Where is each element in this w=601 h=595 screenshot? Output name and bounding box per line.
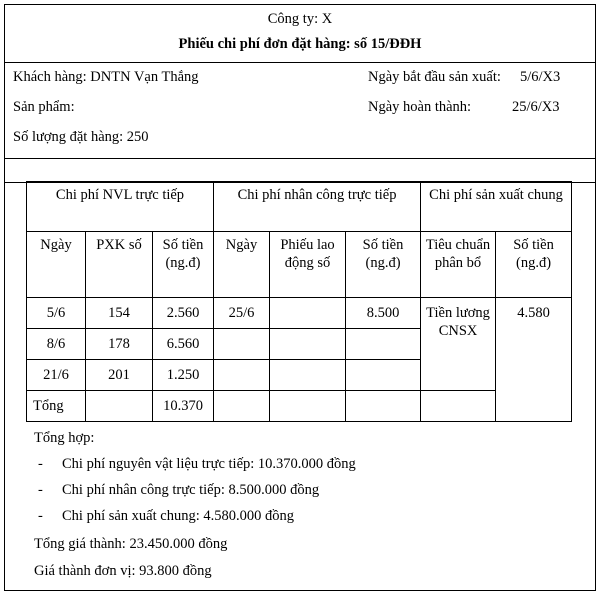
total-label: Tổng xyxy=(27,391,86,422)
cell-nvl-amount: 1.250 xyxy=(153,360,214,391)
group-header-labor: Chi phí nhân công trực tiếp xyxy=(214,182,421,232)
cell-labor-amount xyxy=(346,329,421,360)
summary-heading: Tổng hợp: xyxy=(34,430,95,446)
col-header-allocation-basis: Tiêu chuẩn phân bổ xyxy=(421,232,496,298)
cell-labor-slip xyxy=(270,360,346,391)
divider xyxy=(5,62,595,63)
cell-labor-date xyxy=(214,360,270,391)
quantity-field: Số lượng đặt hàng: 250 xyxy=(13,129,149,145)
cell-labor-date: 25/6 xyxy=(214,298,270,329)
col-header-labor-amount: Số tiền (ng.đ) xyxy=(346,232,421,298)
bullet-dash: - xyxy=(38,482,43,498)
cost-table xyxy=(26,181,572,422)
start-date-value: 5/6/X3 xyxy=(520,69,561,85)
summary-item-labor: Chi phí nhân công trực tiếp: 8.500.000 đồng xyxy=(62,482,320,498)
total-nvl-amount: 10.370 xyxy=(153,391,214,422)
cell-labor-slip xyxy=(270,298,346,329)
empty-cell xyxy=(86,391,153,422)
empty-cell xyxy=(421,391,496,422)
table-row xyxy=(27,298,572,329)
group-header-row xyxy=(27,182,572,232)
cell-allocation-basis: Tiền lương CNSX xyxy=(421,298,496,391)
total-row xyxy=(27,391,572,422)
cell-labor-amount xyxy=(346,360,421,391)
cell-overhead-amount: 4.580 xyxy=(496,298,572,422)
cell-pxk: 201 xyxy=(86,360,153,391)
cell-nvl-date: 5/6 xyxy=(27,298,86,329)
col-header-labor-slip: Phiếu lao động số xyxy=(270,232,346,298)
col-header-nvl-amount: Số tiền (ng.đ) xyxy=(153,232,214,298)
cell-nvl-amount: 6.560 xyxy=(153,329,214,360)
finish-date-value: 25/6/X3 xyxy=(512,99,560,115)
cell-nvl-date: 21/6 xyxy=(27,360,86,391)
finish-date-label: Ngày hoàn thành: xyxy=(368,99,472,115)
cell-nvl-date: 8/6 xyxy=(27,329,86,360)
bullet-dash: - xyxy=(38,508,43,524)
summary-item-overhead: Chi phí sản xuất chung: 4.580.000 đồng xyxy=(62,508,294,524)
cell-pxk: 154 xyxy=(86,298,153,329)
cell-labor-date xyxy=(214,329,270,360)
start-date-label: Ngày bắt đầu sản xuất: xyxy=(368,69,501,85)
sheet-title: Phiếu chi phí đơn đặt hàng: số 15/ĐĐH xyxy=(178,36,422,52)
total-cost: Tổng giá thành: 23.450.000 đồng xyxy=(34,536,228,552)
group-header-overhead: Chi phí sản xuất chung xyxy=(421,182,572,232)
empty-cell xyxy=(270,391,346,422)
column-header-row xyxy=(27,232,572,298)
summary-item-material: Chi phí nguyên vật liệu trực tiếp: 10.370.000 đồng xyxy=(62,456,356,472)
group-header-nvl: Chi phí NVL trực tiếp xyxy=(27,182,214,232)
cell-nvl-amount: 2.560 xyxy=(153,298,214,329)
col-header-overhead-amount: Số tiền (ng.đ) xyxy=(496,232,572,298)
divider xyxy=(5,158,595,159)
col-header-labor-date: Ngày xyxy=(214,232,270,298)
cell-pxk: 178 xyxy=(86,329,153,360)
bullet-dash: - xyxy=(38,456,43,472)
cell-labor-slip xyxy=(270,329,346,360)
product-field: Sản phẩm: xyxy=(13,99,75,115)
col-header-nvl-date: Ngày xyxy=(27,232,86,298)
col-header-pxk: PXK số xyxy=(86,232,153,298)
cell-labor-amount: 8.500 xyxy=(346,298,421,329)
customer-field: Khách hàng: DNTN Vạn Thắng xyxy=(13,69,199,85)
unit-cost: Giá thành đơn vị: 93.800 đồng xyxy=(34,563,212,579)
empty-cell xyxy=(214,391,270,422)
empty-cell xyxy=(346,391,421,422)
company-name: Công ty: X xyxy=(267,11,333,27)
